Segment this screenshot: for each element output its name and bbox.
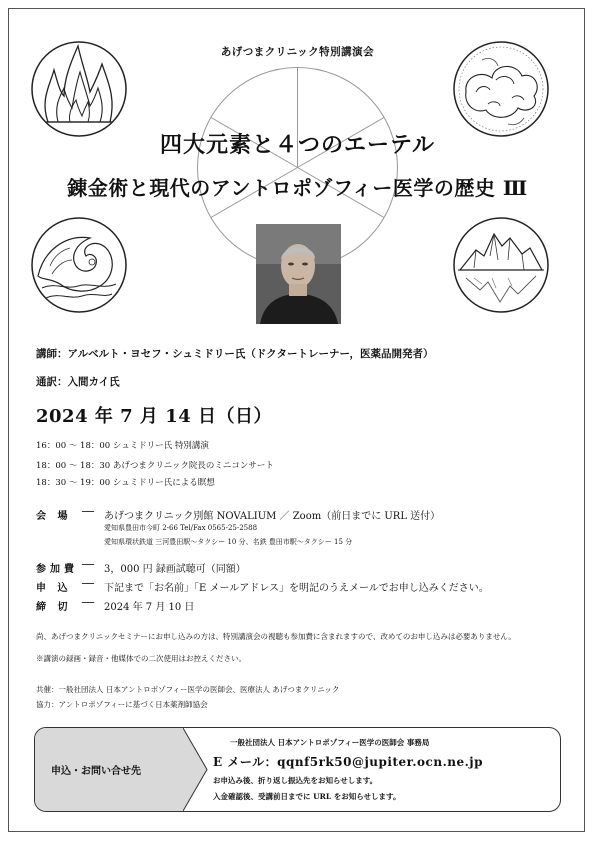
contact-organization: 一般社団法人 日本アントロポゾフィー医学の医師会 事務局 (230, 738, 430, 747)
fee-label: 参加費 (36, 564, 78, 575)
contact-label: 申込・お問い合せ先 (51, 766, 141, 777)
interpreter-name: 通訳：入間カイ氏 (36, 376, 120, 388)
venue-value: あげつまクリニック別館 NOVALIUM ／ Zoom（前日までに URL 送付） (104, 511, 441, 522)
apply-label: 申 込 (36, 583, 72, 594)
contact-email[interactable]: E メール：qqnf5rk50@jupiter.ocn.ne.jp (213, 755, 484, 769)
arrow-right-icon (183, 728, 209, 811)
venue-address-2: 愛知県環状鉄道 三河豊田駅～タクシー 10 分、名鉄 豊田市駅～タクシー 15 分 (104, 538, 353, 546)
contact-label-panel (35, 728, 183, 811)
organizer-support: 協力：アントロポゾフィーに基づく日本薬剤師協会 (36, 700, 208, 709)
earth-element-icon (452, 216, 550, 314)
note-seminar: 尚、あげつまクリニックセミナーにお申し込みの方は、特別講演会の視聴も参加費に含まれますので、改めてのお申し込みは必要ありません。 (36, 632, 516, 641)
title-line-1: 四大元素と４つのエーテル (160, 132, 435, 158)
water-element-icon (30, 216, 128, 314)
deadline-dash: ── (82, 598, 95, 609)
schedule-item: 18：00 ～ 18：30 あげつまクリニック院長のミニコンサート (36, 461, 274, 471)
fee-dash: ── (82, 560, 95, 571)
venue-dash: ── (82, 507, 95, 518)
note-recording: ※講演の録画・録音・他媒体での二次使用はお控えください。 (36, 654, 246, 663)
fee-value: 3，000 円 録画試聴可（同額） (104, 564, 246, 575)
schedule-item: 16：00 ～ 18：00 シュミドリー氏 特別講演 (36, 441, 209, 451)
event-date: 2024 年 7 月 14 日（日） (36, 406, 273, 427)
venue-label: 会 場 (36, 511, 72, 522)
lecturer-photo (256, 224, 341, 324)
apply-dash: ── (82, 579, 95, 590)
title-line-2: 錬金術と現代のアントロポゾフィー医学の歴史 Ⅲ (67, 176, 528, 200)
lecturer-name: 講師：アルベルト・ヨセフ・シュミドリー氏（ドクタートレーナー，医薬品開発者） (36, 348, 434, 360)
deadline-value: 2024 年 7 月 10 日 (104, 602, 195, 613)
schedule-item: 18：30 ～ 19：00 シュミドリー氏による瞑想 (36, 478, 215, 488)
organizer-host: 共催：一般社団法人 日本アントロポゾフィー医学の医師会、医療法人 あげつまクリニック (36, 685, 340, 694)
contact-note-2: 入金確認後、受講前日までに URL をお知らせします。 (213, 792, 401, 801)
apply-value: 下記まで「お名前」「E メールアドレス」を明記のうえメールでお申し込みください。 (104, 583, 489, 594)
deadline-label: 締 切 (36, 602, 72, 613)
venue-address-1: 愛知県豊田市今町 2-66 Tel/Fax 0565-25-2588 (104, 524, 258, 532)
contact-note-1: お申込み後、折り返し振込先をお知らせします。 (213, 776, 378, 785)
event-subtitle: あげつまクリニック特別講演会 (220, 46, 375, 58)
